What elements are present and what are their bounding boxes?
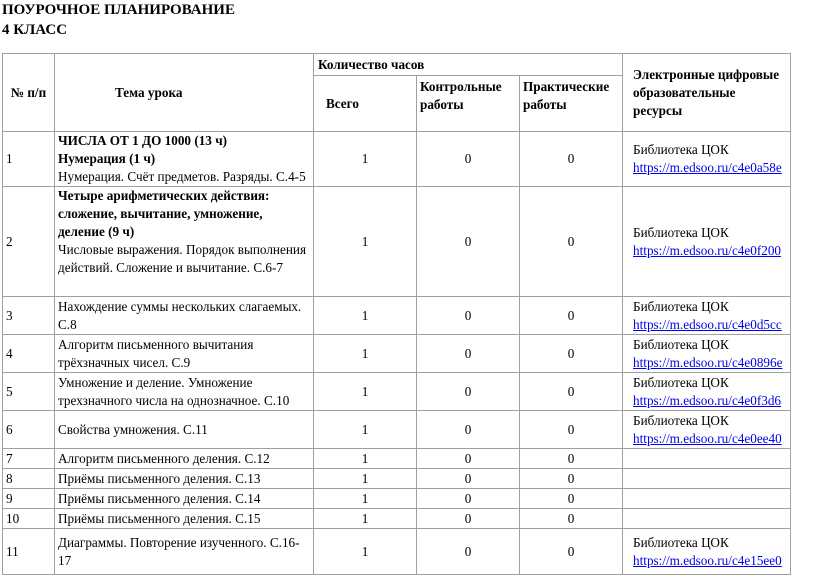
- topic-text: Умножение и деление. Умножение трехзначного числа на однозначное. С.10: [58, 374, 290, 408]
- cell-control: 0: [417, 132, 520, 187]
- resource-library-label: Библиотека ЦОК: [633, 412, 729, 428]
- table-row: [3, 509, 791, 529]
- cell-topic: [55, 187, 314, 297]
- cell-num: 10: [3, 509, 55, 529]
- resource-library-label: Библиотека ЦОК: [633, 224, 729, 240]
- cell-topic: [55, 297, 314, 335]
- topic-text: Приёмы письменного деления. С.15: [58, 510, 261, 526]
- resource-library-label: Библиотека ЦОК: [633, 374, 729, 390]
- header-control: Контрольные работы: [417, 76, 520, 132]
- cell-topic: [55, 449, 314, 469]
- cell-control: 0: [417, 489, 520, 509]
- topic-text: Приёмы письменного деления. С.14: [58, 490, 261, 506]
- cell-total: 1: [314, 297, 417, 335]
- title-line-2: 4 КЛАСС: [2, 22, 68, 38]
- cell-topic: [55, 411, 314, 449]
- cell-num: 8: [3, 469, 55, 489]
- cell-control: 0: [417, 529, 520, 575]
- table-row: [3, 335, 791, 373]
- cell-num: 11: [3, 529, 55, 575]
- cell-resources: [623, 373, 791, 411]
- cell-topic: [55, 489, 314, 509]
- cell-resources: [623, 132, 791, 187]
- cell-topic: [55, 469, 314, 489]
- table-row: [3, 469, 791, 489]
- cell-control: 0: [417, 335, 520, 373]
- cell-control: 0: [417, 509, 520, 529]
- table-row: [3, 449, 791, 469]
- resource-library-label: Библиотека ЦОК: [633, 336, 729, 352]
- resource-link[interactable]: https://m.edsoo.ru/c4e0d5cc: [633, 316, 782, 332]
- resource-link[interactable]: https://m.edsoo.ru/c4e0f200: [633, 242, 782, 258]
- cell-num: 2: [3, 187, 55, 297]
- topic-text: Алгоритм письменного вычитания трёхзначных чисел. С.9: [58, 336, 254, 370]
- topic-section-heading: Четыре арифметических действия: сложение, вычитание, умножение, деление (9 ч): [58, 188, 270, 239]
- header-total: Всего: [314, 76, 417, 132]
- cell-practical: 0: [520, 449, 623, 469]
- cell-practical: 0: [520, 373, 623, 411]
- cell-resources: [623, 335, 791, 373]
- cell-total: 1: [314, 489, 417, 509]
- cell-num: 5: [3, 373, 55, 411]
- table-row: [3, 529, 791, 575]
- topic-text: Приёмы письменного деления. С.13: [58, 470, 261, 486]
- cell-topic: [55, 373, 314, 411]
- cell-total: 1: [314, 509, 417, 529]
- cell-practical: 0: [520, 335, 623, 373]
- cell-total: 1: [314, 187, 417, 297]
- cell-control: 0: [417, 187, 520, 297]
- cell-resources: [623, 297, 791, 335]
- table-row: [3, 297, 791, 335]
- topic-text: Алгоритм письменного деления. С.12: [58, 450, 270, 466]
- table-row: [3, 373, 791, 411]
- cell-topic: [55, 529, 314, 575]
- cell-control: 0: [417, 469, 520, 489]
- lesson-plan-table: [2, 53, 791, 575]
- table-row: [3, 187, 791, 297]
- header-hours-group: Количество часов: [314, 54, 623, 76]
- cell-practical: 0: [520, 509, 623, 529]
- cell-num: 9: [3, 489, 55, 509]
- cell-control: 0: [417, 449, 520, 469]
- cell-practical: 0: [520, 297, 623, 335]
- document-title: [2, 0, 235, 40]
- cell-resources: [623, 187, 791, 297]
- resource-link[interactable]: https://m.edsoo.ru/c4e0ee40: [633, 430, 782, 446]
- cell-topic: [55, 132, 314, 187]
- cell-total: 1: [314, 469, 417, 489]
- topic-text: Свойства умножения. С.11: [58, 421, 208, 437]
- topic-text: Числовые выражения. Порядок выполнения действий. Сложение и вычитание. С.6-7: [58, 242, 307, 275]
- cell-control: 0: [417, 411, 520, 449]
- topic-text: Нумерация. Счёт предметов. Разряды. С.4-5: [58, 169, 306, 184]
- resource-library-label: Библиотека ЦОК: [633, 534, 729, 550]
- cell-num: 6: [3, 411, 55, 449]
- cell-topic: [55, 335, 314, 373]
- table-body: [3, 132, 791, 575]
- topic-section-heading: ЧИСЛА ОТ 1 ДО 1000 (13 ч): [58, 133, 228, 148]
- cell-practical: 0: [520, 529, 623, 575]
- cell-topic: [55, 509, 314, 529]
- cell-resources: [623, 529, 791, 575]
- cell-practical: 0: [520, 187, 623, 297]
- cell-num: 1: [3, 132, 55, 187]
- cell-num: 4: [3, 335, 55, 373]
- resource-library-label: Библиотека ЦОК: [633, 298, 729, 314]
- cell-resources: [623, 489, 791, 509]
- header-practical: Практические работы: [520, 76, 623, 132]
- cell-resources: [623, 469, 791, 489]
- resource-library-label: Библиотека ЦОК: [633, 142, 729, 157]
- cell-num: 3: [3, 297, 55, 335]
- resource-link[interactable]: https://m.edsoo.ru/c4e0f3d6: [633, 392, 782, 408]
- cell-practical: 0: [520, 469, 623, 489]
- resource-link[interactable]: https://m.edsoo.ru/c4e0a58e: [633, 160, 782, 175]
- cell-total: 1: [314, 449, 417, 469]
- cell-resources: [623, 509, 791, 529]
- cell-total: 1: [314, 411, 417, 449]
- header-resources: Электронные цифровые образовательные ресурсы: [623, 54, 791, 132]
- table-row: [3, 489, 791, 509]
- table-row: [3, 411, 791, 449]
- cell-resources: [623, 411, 791, 449]
- topic-text: Диаграммы. Повторение изученного. С.16-17: [58, 534, 300, 568]
- cell-control: 0: [417, 297, 520, 335]
- resource-link[interactable]: https://m.edsoo.ru/c4e15ee0: [633, 552, 782, 568]
- cell-practical: 0: [520, 489, 623, 509]
- title-line-1: ПОУРОЧНОЕ ПЛАНИРОВАНИЕ: [2, 2, 235, 18]
- cell-practical: 0: [520, 132, 623, 187]
- resource-link[interactable]: https://m.edsoo.ru/c4e0896e: [633, 354, 783, 370]
- cell-total: 1: [314, 373, 417, 411]
- header-row-1: [3, 54, 791, 76]
- table-row: [3, 132, 791, 187]
- cell-total: 1: [314, 529, 417, 575]
- header-num: № п/п: [3, 54, 55, 132]
- topic-text: Нахождение суммы нескольких слагаемых. С.8: [58, 298, 302, 332]
- cell-practical: 0: [520, 411, 623, 449]
- header-topic: Тема урока: [55, 54, 314, 132]
- cell-total: 1: [314, 335, 417, 373]
- cell-total: 1: [314, 132, 417, 187]
- topic-subsection-heading: Нумерация (1 ч): [58, 151, 156, 166]
- cell-control: 0: [417, 373, 520, 411]
- cell-num: 7: [3, 449, 55, 469]
- cell-resources: [623, 449, 791, 469]
